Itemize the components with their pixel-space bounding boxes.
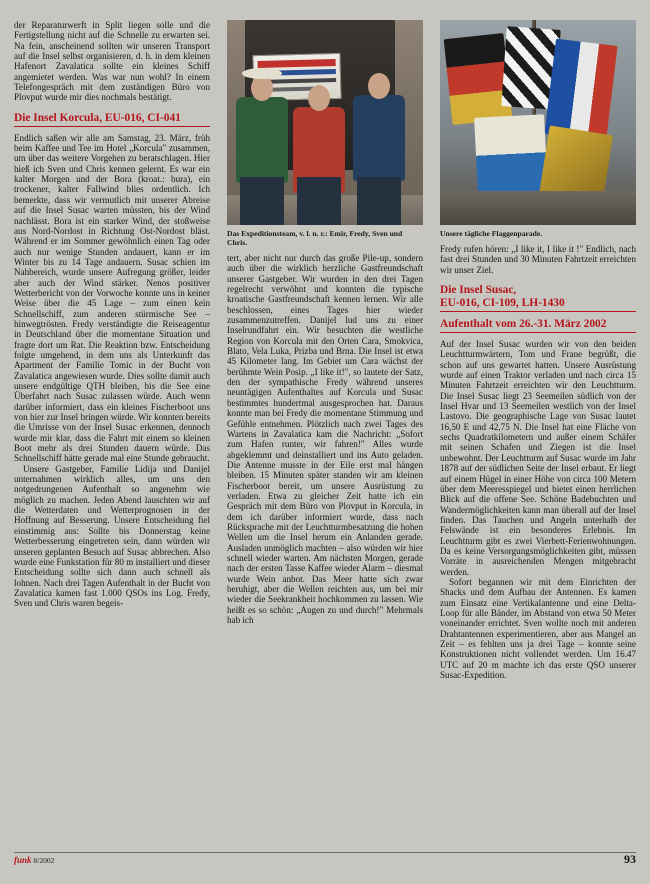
footer-magazine-info [14,855,55,865]
photo-caption: Das Expeditionsteam, v. l. n. r.: Emir, Fredy, Sven und Chris. [227,229,403,247]
magazine-name: funk [14,855,32,865]
heading-text: Die Insel Korcula, EU-016, CI-041 [14,111,181,124]
page-footer [14,852,636,870]
photo-caption: Unsere tägliche Flaggenparade. [440,229,543,238]
footer-rule [14,852,636,853]
photo-flag [444,33,513,125]
heading-rule [440,311,636,312]
page-number: 93 [624,852,636,866]
photo-flag [474,114,548,194]
paragraph: der Reparaturwerft in Split liegen solle und die Fertigstellung nicht auf die Schnelle zu erwarten sei. Na fein, anscheinend sollten wir unseren Transport auf die Insel selbst organisieren, d. h. in dem kleinen Hafenort Zavalatica sollte ein kleines Schiff angemietet werden. Was war nun wohl? In einem Telefongespräch mit dem zuständigen Büro von Plovput wurde mir dies nochmals bestätigt. [14,20,210,103]
heading-text-line2: EU-016, CI-109, LH-1430 [440,297,565,310]
column-right [440,20,636,850]
photo-person [347,73,411,225]
heading-rule [440,332,636,333]
section-heading-susac [440,284,636,333]
photo-person [289,85,349,225]
photo-flag-parade [440,20,636,225]
heading-rule [14,126,210,127]
photo-person [233,75,291,225]
paragraph: Endlich saßen wir alle am Samstag, 23. März, früh beim Kaffee und Tee im Hotel „Korcula" zusammen, um über das weitere Vorgehen zu beratschlagen. Hier hieß ich Sven und Chris kennen gelernt. Es war ein kalter Morgen und der Bora (kroat.: bura), ein trockener, kalter Fallwind blies ordentlich. Ich bemerkte, dass wir vermutlich mit unserer Abreise auf die Insel Susac warten müssten, bis der Wind nachlässt. Bora ist ein starker Wind, der stoßweise aus Nord-Nordost in Richtung Ost-Nordost bläst. Während er im Sommer gewöhnlich einen Tag oder auch nur wenige Stunden andauert, kann er im Winter bis zu 14 Tage andauern. Susac schien im Nahbereich, wurde unsere Aufregung größer, leider aber auch der Wind stärker. Nenos positiver Wetterbericht von der Vorwoche konnte uns in keiner Weise über die 45 Lage – zum einen kein Schnellschiff, zum anderen stürmische See – hinwegtrösten. Fredy verständigte die Reiseagentur in Deutschland über die momentane Situation und fragte dort um Rat. Die Reaktion bzw. Entscheidung folgte umgehend, in dem uns als Unterkunft das Apartment der Familie Tomic in der Bucht von Zavalatica angewiesen wurde. Dies sollte damit auch unsere endgültige QTH bleiben, bis die See eine Überfahrt nach Susac zulassen würde. Auch wenn darüber informiert, dass ein kleines Fischerboot uns von hier zur Insel bringen würde. Wir konnten bereits die Umrisse von der Insel Susac erkennen, dennoch wurde mir klar, dass die Fahrt mit einem so kleinen Boot mehr als drei Stunden dauern würde. Das Schnellschiff hätte gerade mal eine Stunde gebraucht. [14,132,210,464]
paragraph: Unsere Gastgeber, Familie Lidija und Danijel unternahmen wirklich alles, um uns den notgedrungenen Aufenthalt so angenehm wie möglich zu machen. Jeden Abend lauschten wir auf die Wetterdaten und Wetterprognosen in der Hoffnung auf Besserung. Unsere Entscheidung fiel einstimmig aus: Sollte bis Donnerstag keine Wetterbesserung eingetreten sein, dann würden wir unseren geplanten Besuch auf Susac abbrechen. Also wurde eine Funkstation für 80 m installiert und dieser Entscheidung sollte sich dann auch schnell als lohnen. Nach drei Tagen Aufenthalt in der Bucht von Zavalatica kamen fast 1.000 QSOs ins Log. Fredy, Sven und Chris waren begeis- [14,463,210,609]
heading-text-line3: Aufenthalt vom 26.-31. März 2002 [440,318,607,331]
paragraph: Fredy rufen hören: „I like it, I like it !" Endlich, nach fast drei Stunden und 30 Minuten Fahrtzeit erreichten wir unser Ziel. [440,244,636,275]
section-heading-korcula [14,112,210,127]
paragraph: tert, aber nicht nur durch das große Pile-up, sondern auch über die wirklich herzliche Gastfreundschaft unserer Gastgeber. Wir wurden in den drei Tagen regelrecht verwöhnt und konnten die typische kroatische Gastfreundschaft kennen lernen. Wir alle beschlossen, eines Tages hier wieder zusammenzutreffen. Danijel lud uns zu einer Inselrundfahrt ein. Wir besuchten die westliche Region von Korcula mit den Orten Cara, Smokvica, Blato, Vela Luka, Prizba und Brna. Die Insel ist etwa 45 Kilometer lang. Im Gebiet um Cara wächst der berühmte Wein Posip. „I like it!", so lautete der Satz, den der sympathische Fredy während unseres neuntägigen Aufenthaltes auf Korcula und Susac bestimmtes hundertmal ausgesprochen hat. Daraus konnte man bei Fredy die momentane Stimmung und Gefühle entnehmen. Plötzlich nach zwei Tages des Wartens in Zavalatica kam die Nachricht: „Sofort zum Hafen runter, wir fahren!" Alles wurde abgeklemmt und deinstalliert und ins Auto geladen. Die Antenne musste in der Eile erst mal hängen bleiben. 15 Minuten später standen wir am kleinen Fischerboot bereit, um unsere Ausrüstung zu verladen. Etwa zu gleicher Zeit hatte ich ein Gespräch mit dem Büro von Plovput in Korcula, in dem ich darüber informiert wurde, dass nach Rücksprache mit der Leuchtturmbesatzung die hohen Wellen um die Insel herum ein Anlanden gerade. Ausladen unmöglich machten – also würden wir hier schnell wieder warten. Am nächsten Morgen, gerade nach der ersten Tasse Kaffee wieder Alarm – diesmal wurde Wein anbot. Das Meer hatte sich zwar beruhigt, aber die Wellen reichten aus, um bei mir wieder die Seekrankheit hochkommen zu lassen. Wie heißt es so schön: „Augen zu und durch!" Mehrmals hab ich [227,253,423,626]
photo-ground [440,191,636,225]
heading-text-line1: Die Insel Susac, [440,284,517,297]
article-columns [14,20,636,850]
paragraph: Auf der Insel Susac wurden wir von den beiden Leuchtturmwärtern, Tom und Frane begrüßt, die schon auf uns gewartet hatten. Unsere Ausrüstung wurde auf einen Traktor verladen und nach circa 15 Minuten Fahrtzeit erreichten wir den Leuchtturm. Die Insel Susac liegt 23 Seemeilen südlich von der Insel Hvar und 13 Seemeilen westlich von der Insel Lastovo. Die geographische Lage von Susac lautet 16,50 E und 42,75 N. Die Insel hat eine Fläche von sechs Quadratkilometern und außer einem Schäfer mit seinen Schafen und Ziegen ist die Insel unbewohnt. Der Leuchtturm auf Susac wurde im Jahr 1878 auf der südlichen Seite der Insel erbaut. Er liegt auf einem Hügel in einer Höhe von circa 100 Metern über dem Meeresspiegel und bietet einen herrlichen Blick auf die offene See. Schöne Badebuchten und Wandermöglichkeiten kann man überall auf der Insel finden. Das Tauchen und Angeln unterhalb der Felswände ist ein besonderes Erlebnis. Im Leuchtturm gibt es zwei Vierbett-Ferienwohnungen. Da es keine Versorgungsmöglichkeiten gibt, müssen Vorräte in ausreichenden Mengen mitgebracht werden. [440,339,636,577]
paragraph: Sofort begannen wir mit dem Einrichten der Shacks und dem Aufbau der Antennen. Es kamen zum Einsatz eine Vertikalantenne und eine Delta-Loop für alle Bänder, im Abstand von etwa 50 Meter voneinander errichtet. Sven wollte noch mit anderen Drahtantennen experimentieren, aber aus Mangel an Zeit – es fehlten uns ja drei Tage – konnte seine Konstruktionen nicht vollendet werden. Um 16.47 UTC auf 20 m machte ich das erste QSO unserer Susac-Expedition. [440,576,636,681]
column-left [14,20,210,850]
photo-expedition-team [227,20,423,225]
magazine-issue: 8/2002 [33,856,55,865]
column-middle [227,20,423,850]
